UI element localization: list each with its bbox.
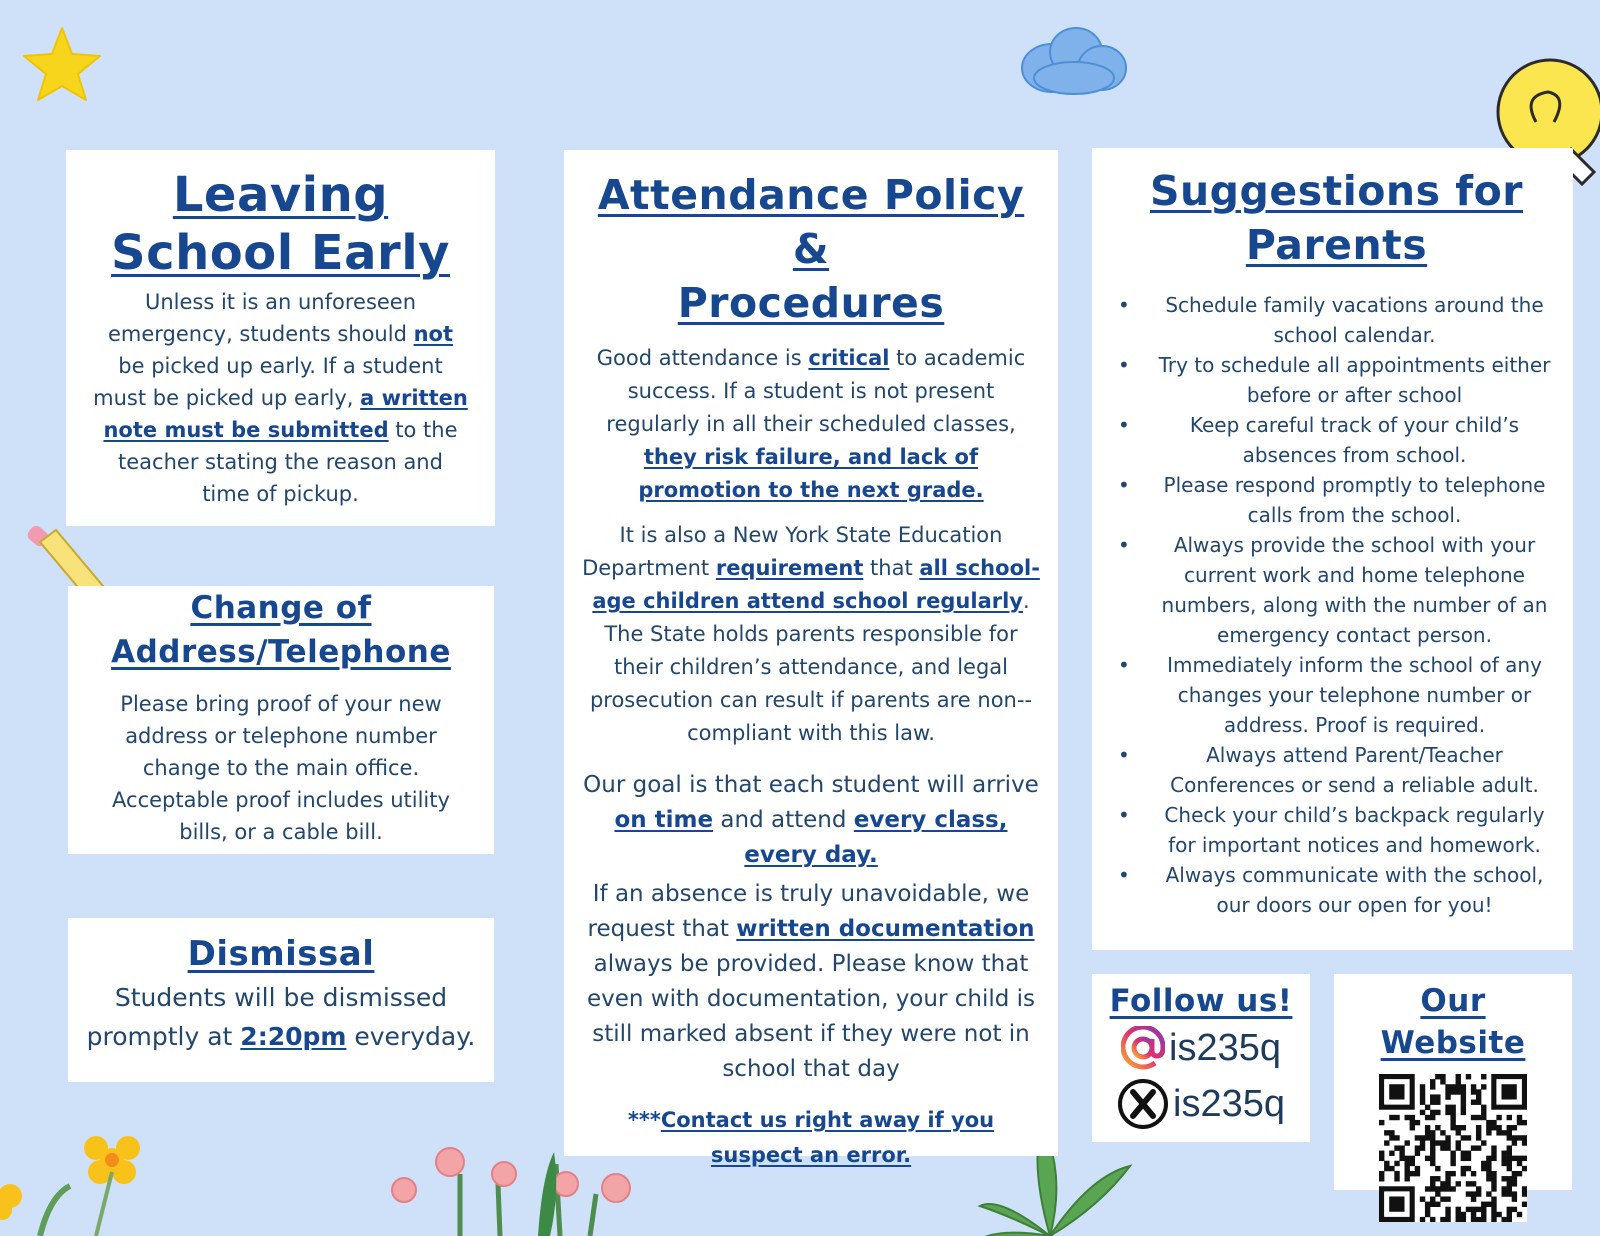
website-card <box>1334 974 1572 1190</box>
suggestions-title <box>1114 164 1559 272</box>
para-1-part-b: to academic success. If a student is not present regularly in all their scheduled classes, <box>606 346 1026 436</box>
attend-regularly-emphasis: all school-age children attend school regularly <box>592 556 1040 613</box>
suggestion-item: • Always provide the school with your current work and home telephone numbers, along with the number of an emergency contact person. <box>1114 530 1559 650</box>
x-handle-row[interactable] <box>1100 1078 1302 1130</box>
para-4-part-a: If an absence is truly unavoidable, we request that <box>587 881 1030 942</box>
change-of-address-card <box>68 586 494 854</box>
attendance-para-2 <box>580 519 1042 750</box>
written-documentation-emphasis: written documentation <box>736 916 1035 942</box>
on-time-emphasis: on time <box>614 807 714 833</box>
instagram-icon <box>1121 1026 1165 1070</box>
suggestion-item: • Try to schedule all appointments either before or after school <box>1114 350 1559 410</box>
website-qr-code[interactable] <box>1379 1074 1527 1222</box>
suggestion-item: • Always communicate with the school, our doors our open for you! <box>1114 860 1559 920</box>
suggestions-card <box>1092 148 1573 950</box>
body-part-2: everyday. <box>346 1022 476 1051</box>
para-3-part-a: Our goal is that each student will arrive <box>583 772 1039 798</box>
body-part-1: Unless it is an unforeseen emergency, students should <box>107 290 417 346</box>
cloud-icon <box>1016 22 1128 98</box>
every-class-emphasis: every class, every day. <box>744 807 1008 868</box>
para-3-part-b: and attend <box>713 807 854 833</box>
critical-emphasis: critical <box>808 346 890 370</box>
suggestion-item: • Immediately inform the school of any changes your telephone number or address. Proof is required. <box>1114 650 1559 740</box>
para-1-part-a: Good attendance is <box>596 346 809 370</box>
suggestion-item: • Check your child’s backpack regularly for important notices and homework. <box>1114 800 1559 860</box>
leaving-early-card <box>66 150 495 526</box>
follow-us-title: Follow us! <box>1109 983 1293 1019</box>
contact-prefix: *** <box>627 1108 661 1132</box>
star-icon <box>22 26 102 102</box>
body-part-3: to the teacher stating the reason and time of pickup. <box>118 418 458 506</box>
title-line-2: Procedures <box>677 279 945 327</box>
dismissal-time: 2:20pm <box>240 1022 347 1051</box>
dismissal-body <box>86 978 476 1056</box>
instagram-handle: is235q <box>1169 1026 1281 1069</box>
x-handle: is235q <box>1173 1082 1285 1125</box>
attendance-para-1 <box>580 342 1042 507</box>
para-2-part-c: . The State holds parents responsible for their children’s attendance, and legal prosecution can result if parents are non--compliant with this law. <box>589 589 1033 745</box>
flowers-left-illustration <box>0 1126 170 1236</box>
instagram-handle-row[interactable] <box>1100 1026 1302 1070</box>
website-title: Our Website <box>1380 983 1526 1061</box>
suggestion-item: • Always attend Parent/Teacher Conferences or send a reliable adult. <box>1114 740 1559 800</box>
body-part-2: be picked up early. If a student must be picked up early, <box>93 354 443 410</box>
written-note-emphasis: a written note must be submitted <box>103 386 468 442</box>
title-line-1: Attendance Policy & <box>597 171 1025 273</box>
contact-us-link[interactable]: Contact us right away if you suspect an error. <box>660 1108 995 1167</box>
para-2-part-b: that <box>863 556 920 580</box>
title-line-2: Parents <box>1245 221 1428 269</box>
dismissal-title: Dismissal <box>187 934 375 974</box>
change-of-address-body: Please bring proof of your new address or telephone number change to the main office. Acceptable proof includes utility bills, or a cable bill. <box>112 692 450 844</box>
suggestion-item: • Schedule family vacations around the school calendar. <box>1114 290 1559 350</box>
body-part-1: Students will be dismissed promptly at <box>86 983 448 1051</box>
follow-us-card <box>1092 974 1310 1142</box>
change-of-address-title <box>92 586 470 674</box>
para-4-part-b: always be provided. Please know that even with documentation, your child is still marked absent if they were not in school that day <box>586 951 1036 1082</box>
attendance-policy-card <box>564 150 1058 1167</box>
contact-note <box>580 1103 1042 1173</box>
title-line-2: Address/Telephone <box>111 634 451 670</box>
leaving-early-title <box>92 166 469 282</box>
suggestion-item: • Please respond promptly to telephone calls from the school. <box>1114 470 1559 530</box>
not-emphasis: not <box>413 322 453 346</box>
para-2-part-a: It is also a New York State Education Department <box>582 523 1003 580</box>
x-logo-icon <box>1117 1078 1169 1130</box>
requirement-emphasis: requirement <box>715 556 864 580</box>
suggestions-list <box>1114 290 1559 920</box>
title-line-1: Leaving <box>172 167 389 223</box>
title-line-1: Suggestions for <box>1149 167 1524 215</box>
leaving-early-body <box>92 286 469 510</box>
suggestion-item: • Keep careful track of your child’s absences from school. <box>1114 410 1559 470</box>
risk-failure-emphasis: they risk failure, and lack of promotion to the next grade. <box>638 445 984 502</box>
attendance-para-3 <box>580 768 1042 873</box>
attendance-para-4 <box>580 877 1042 1087</box>
attendance-policy-title <box>580 168 1042 330</box>
title-line-2: School Early <box>111 225 450 281</box>
dismissal-card <box>68 918 494 1082</box>
title-line-1: Change of <box>190 590 372 626</box>
